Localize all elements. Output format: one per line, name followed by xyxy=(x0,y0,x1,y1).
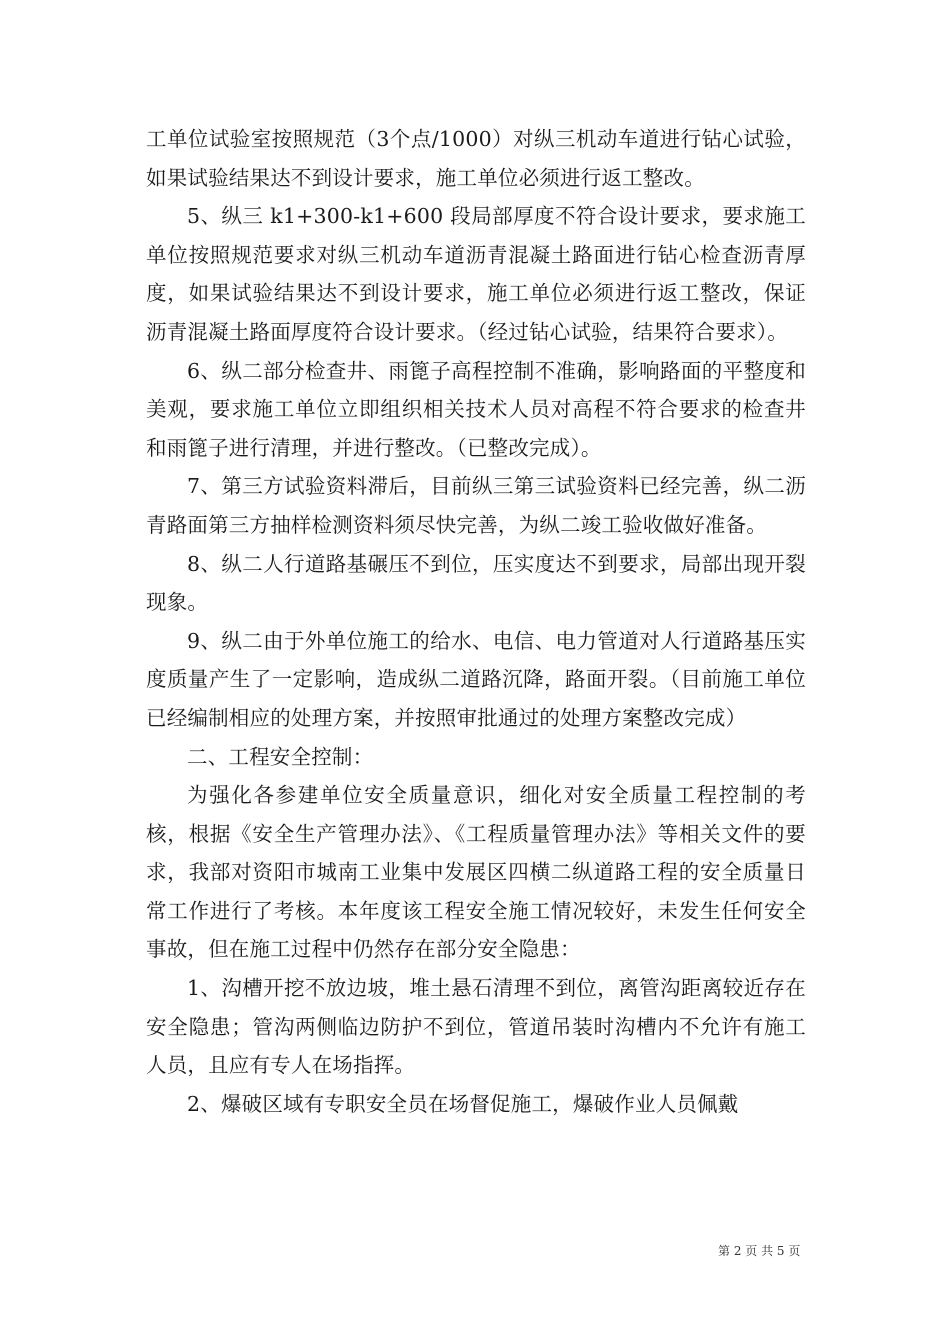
paragraph-continuation: 工单位试验室按照规范（3个点/1000）对纵三机动车道进行钻心试验，如果试验结果达不到设计要求，施工单位必须进行返工整改。 xyxy=(146,127,806,190)
section-heading-safety-control: 二、工程安全控制： xyxy=(187,744,374,769)
paragraph-item-7: 7、第三方试验资料滞后，目前纵三第三试验资料已经完善，纵二沥青路面第三方抽样检测资料须尽快完善，为纵二竣工验收做好准备。 xyxy=(146,474,806,537)
paragraph-item-5: 5、纵三 k1+300-k1+600 段局部厚度不符合设计要求，要求施工单位按照规范要求对纵三机动车道沥青混凝土路面进行钻心检查沥青厚度，如果试验结果达不到设计要求，施工单位必须进行返工整改，保证沥青混凝土路面厚度符合设计要求。（经过钻心试验，结果符合要求）。 xyxy=(146,204,806,344)
document-body xyxy=(146,120,806,1123)
paragraph-safety-item-2: 2、爆破区域有专职安全员在场督促施工，爆破作业人员佩戴 xyxy=(187,1091,739,1116)
paragraph-safety-intro: 为强化各参建单位安全质量意识，细化对安全质量工程控制的考核，根据《安全生产管理办法》、《工程质量管理办法》等相关文件的要求，我部对资阳市城南工业集中发展区四横二纵道路工程的安全质量日常工作进行了考核。本年度该工程安全施工情况较好，未发生任何安全事故，但在施工过程中仍然存在部分安全隐患： xyxy=(146,783,806,962)
paragraph-safety-item-1: 1、沟槽开挖不放边坡，堆土悬石清理不到位，离管沟距离较近存在安全隐患；管沟两侧临边防护不到位，管道吊装时沟槽内不允许有施工人员，且应有专人在场指挥。 xyxy=(146,976,806,1078)
paragraph-item-6: 6、纵二部分检查井、雨篦子高程控制不准确，影响路面的平整度和美观，要求施工单位立即组织相关技术人员对高程不符合要求的检查井和雨篦子进行清理，并进行整改。（已整改完成）。 xyxy=(146,358,806,460)
page-number-footer: 第 2 页 共 5 页 xyxy=(718,1244,801,1258)
paragraph-item-8: 8、纵二人行道路基碾压不到位，压实度达不到要求，局部出现开裂现象。 xyxy=(146,551,806,615)
paragraph-item-9: 9、纵二由于外单位施工的给水、电信、电力管道对人行道路基压实度质量产生了一定影响，造成纵二道路沉降，路面开裂。（目前施工单位已经编制相应的处理方案，并按照审批通过的处理方案整改完成） xyxy=(146,628,806,730)
